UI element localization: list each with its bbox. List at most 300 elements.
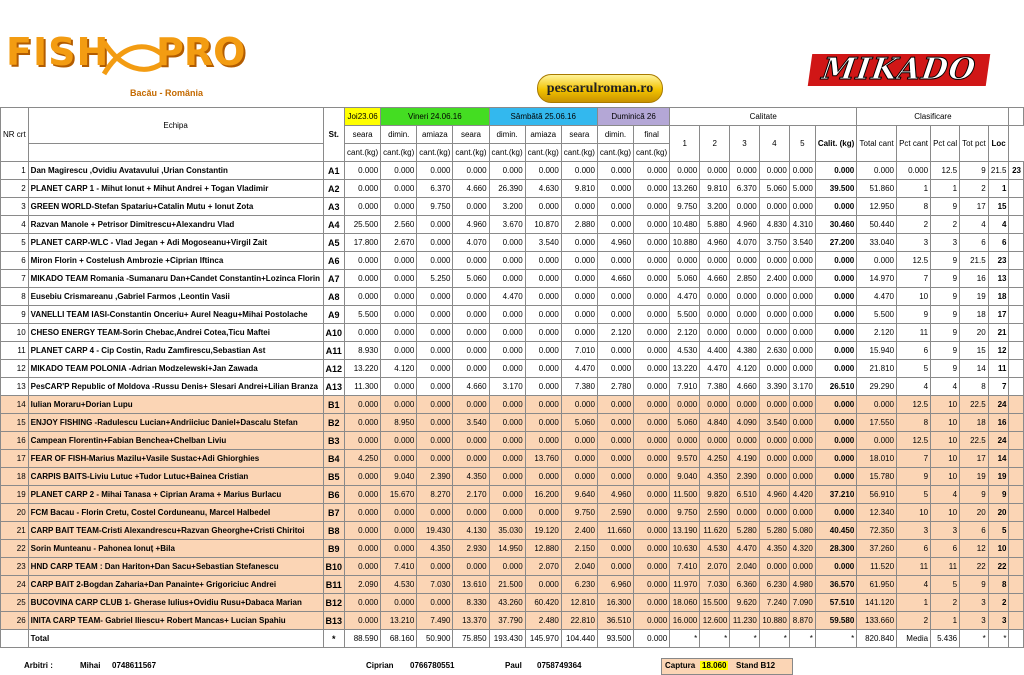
value-cell: 0.000 [634, 594, 670, 612]
value-cell: 6 [897, 342, 931, 360]
table-row [1, 234, 1024, 252]
table-row [1, 414, 1024, 432]
value-cell: 4.120 [730, 360, 760, 378]
value-cell: 0.000 [857, 252, 897, 270]
value-cell: 7.380 [700, 378, 730, 396]
team-name: ENJOY FISHING -Radulescu Lucian+Andriiciuc Daniel+Dascalu Stefan [28, 414, 323, 432]
row-nr: 6 [1, 252, 29, 270]
value-cell: 3 [897, 522, 931, 540]
team-name: INITA CARP TEAM- Gabriel Iliescu+ Robert Mancas+ Lucian Spahiu [28, 612, 323, 630]
value-cell: 0.000 [634, 180, 670, 198]
value-cell: 29.290 [857, 378, 897, 396]
value-cell: 0.000 [453, 558, 489, 576]
table-row [1, 432, 1024, 450]
table-row [1, 504, 1024, 522]
value-cell: 7.090 [789, 594, 815, 612]
value-cell [1009, 396, 1024, 414]
value-cell: 0.000 [417, 360, 453, 378]
team-name: GREEN WORLD-Stefan Spatariu+Catalin Mutu + Ionut Zota [28, 198, 323, 216]
arbitru-3-name: Paul [505, 661, 522, 670]
value-cell: 17 [960, 198, 989, 216]
value-cell: 12 [960, 540, 989, 558]
value-cell: 0.000 [417, 594, 453, 612]
value-cell: 0.000 [417, 162, 453, 180]
pescarulroman-link[interactable]: pescarulroman.ro [537, 74, 663, 103]
value-cell: 0.000 [525, 252, 561, 270]
value-cell: 0.000 [634, 504, 670, 522]
table-row [1, 486, 1024, 504]
value-cell: 2.400 [561, 522, 597, 540]
value-cell: 8.930 [345, 342, 381, 360]
value-cell: 0.000 [789, 162, 815, 180]
value-cell: 0.000 [597, 450, 633, 468]
team-name: Campean Florentin+Fabian Benchea+Chelban Liviu [28, 432, 323, 450]
value-cell: 26.390 [489, 180, 525, 198]
value-cell [1009, 468, 1024, 486]
value-cell: 4.530 [670, 342, 700, 360]
value-cell: 0.000 [759, 288, 789, 306]
value-cell: 3 [960, 612, 989, 630]
row-nr: 11 [1, 342, 29, 360]
value-cell: 0.000 [417, 450, 453, 468]
value-cell [1009, 270, 1024, 288]
stand-code: B7 [323, 504, 345, 522]
value-cell: 8 [897, 198, 931, 216]
value-cell: 0.000 [815, 342, 856, 360]
value-cell: 10 [931, 414, 960, 432]
value-cell: 5.080 [789, 522, 815, 540]
value-cell: 0.000 [345, 468, 381, 486]
stand-code: A13 [323, 378, 345, 396]
row-nr: 22 [1, 540, 29, 558]
value-cell: 0.000 [815, 288, 856, 306]
value-cell: 15.780 [857, 468, 897, 486]
value-cell: 0.000 [597, 306, 633, 324]
value-cell: 43.260 [489, 594, 525, 612]
row-nr: 4 [1, 216, 29, 234]
value-cell: 14 [960, 360, 989, 378]
logo-fish-text: FISH [6, 30, 110, 74]
team-name: CARP BAIT 2-Bogdan Zaharia+Dan Panainte+ Grigoriciuc Andrei [28, 576, 323, 594]
value-cell: 6.510 [730, 486, 760, 504]
mikado-logo [810, 48, 988, 88]
value-cell: 0.000 [417, 288, 453, 306]
value-cell: 35.030 [489, 522, 525, 540]
value-cell: 2.170 [453, 486, 489, 504]
value-cell: 15.940 [857, 342, 897, 360]
table-row [1, 396, 1024, 414]
value-cell: 19 [960, 468, 989, 486]
stand-code: A8 [323, 288, 345, 306]
value-cell: 0.000 [525, 162, 561, 180]
value-cell: 0.000 [417, 306, 453, 324]
header-empty [1009, 108, 1024, 126]
value-cell: 0.000 [453, 288, 489, 306]
row-nr: 21 [1, 522, 29, 540]
value-cell: 0.000 [561, 306, 597, 324]
value-cell: 3 [931, 522, 960, 540]
value-cell: 23 [1009, 162, 1024, 180]
value-cell: 25.500 [345, 216, 381, 234]
col-header-echipa: Echipa [28, 108, 323, 144]
value-cell: 4.960 [597, 486, 633, 504]
value-cell: 0.000 [815, 252, 856, 270]
value-cell: 0.000 [789, 270, 815, 288]
value-cell: 1 [897, 180, 931, 198]
value-cell: 0.000 [759, 198, 789, 216]
value-cell: 5.060 [759, 180, 789, 198]
value-cell: 7.910 [670, 378, 700, 396]
value-cell: 4.190 [730, 450, 760, 468]
value-cell: 0.000 [857, 162, 897, 180]
value-cell: 0.000 [345, 414, 381, 432]
value-cell: 7.410 [670, 558, 700, 576]
value-cell: 0.000 [381, 432, 417, 450]
value-cell: 12.5 [931, 162, 960, 180]
value-cell: 1 [931, 612, 960, 630]
value-cell: 20 [960, 324, 989, 342]
value-cell: 1 [931, 180, 960, 198]
value-cell: 2.070 [525, 558, 561, 576]
value-cell: 0.000 [417, 324, 453, 342]
value-cell: 12.5 [897, 396, 931, 414]
report-header [0, 0, 1024, 107]
row-nr: 14 [1, 396, 29, 414]
total-cell: 104.440 [561, 630, 597, 648]
value-cell: 21 [988, 324, 1009, 342]
value-cell: 0.000 [381, 594, 417, 612]
row-nr: 2 [1, 180, 29, 198]
value-cell: 0.000 [815, 162, 856, 180]
value-cell: 37.210 [815, 486, 856, 504]
value-cell: 0.000 [561, 432, 597, 450]
value-cell: 0.000 [525, 342, 561, 360]
row-nr: 17 [1, 450, 29, 468]
value-cell: 1 [897, 594, 931, 612]
total-cell: 193.430 [489, 630, 525, 648]
value-cell: 0.000 [345, 612, 381, 630]
stand-code: A11 [323, 342, 345, 360]
col-header-pct-cant: Pct cant [897, 126, 931, 162]
value-cell: 7.010 [561, 342, 597, 360]
value-cell: 4.090 [730, 414, 760, 432]
value-cell: 0.000 [700, 162, 730, 180]
value-cell: 5 [988, 522, 1009, 540]
value-cell: 14.950 [489, 540, 525, 558]
value-cell: 12.600 [700, 612, 730, 630]
team-name: MIKADO TEAM POLONIA -Adrian Modzelewski+Jan Zawada [28, 360, 323, 378]
value-cell: 4 [897, 576, 931, 594]
col-header-q5: 5 [789, 126, 815, 162]
value-cell: 0.000 [345, 522, 381, 540]
value-cell [1009, 486, 1024, 504]
value-cell: 16.300 [597, 594, 633, 612]
value-cell: 0.000 [381, 198, 417, 216]
value-cell: 0.000 [730, 504, 760, 522]
captura-label: Captura [665, 661, 696, 670]
value-cell [1009, 288, 1024, 306]
value-cell: 0.000 [789, 198, 815, 216]
session-header-final: final [634, 126, 670, 144]
value-cell: 4 [931, 378, 960, 396]
value-cell: 10 [931, 504, 960, 522]
value-cell [1009, 504, 1024, 522]
unit-header-cant: cant.(kg) [525, 144, 561, 162]
value-cell: 4 [960, 216, 989, 234]
value-cell: 4.130 [453, 522, 489, 540]
value-cell: 0.000 [634, 162, 670, 180]
value-cell: 10 [931, 468, 960, 486]
value-cell: 18.010 [857, 450, 897, 468]
value-cell: 0.000 [525, 270, 561, 288]
team-name: Razvan Manole + Petrisor Dimitrescu+Alexandru Vlad [28, 216, 323, 234]
value-cell: 6 [897, 540, 931, 558]
session-header-amiaza: amiaza [525, 126, 561, 144]
value-cell: 18.060 [670, 594, 700, 612]
value-cell: 0.000 [489, 162, 525, 180]
value-cell [1009, 522, 1024, 540]
value-cell: 4.960 [700, 234, 730, 252]
value-cell: 6.230 [759, 576, 789, 594]
unit-header-cant: cant.(kg) [597, 144, 633, 162]
value-cell: 1 [988, 180, 1009, 198]
value-cell: 0.000 [453, 504, 489, 522]
value-cell: 5.500 [670, 306, 700, 324]
value-cell: 7.410 [381, 558, 417, 576]
team-name: Sorin Munteanu - Pahonea Ionuț +Bila [28, 540, 323, 558]
value-cell: 26.510 [815, 378, 856, 396]
value-cell: 5.000 [789, 180, 815, 198]
value-cell: 4.470 [730, 540, 760, 558]
value-cell: 0.000 [815, 270, 856, 288]
value-cell: 4.960 [597, 234, 633, 252]
value-cell: 21.810 [857, 360, 897, 378]
value-cell: 4.660 [597, 270, 633, 288]
total-cell: * [815, 630, 856, 648]
value-cell: 0.000 [634, 216, 670, 234]
team-name: CARP BAIT TEAM-Cristi Alexandrescu+Razvan Gheorghe+Cristi Chiritoi [28, 522, 323, 540]
value-cell: 0.000 [597, 198, 633, 216]
unit-header-cant: cant.(kg) [345, 144, 381, 162]
value-cell: 8.270 [417, 486, 453, 504]
value-cell: 0.000 [730, 306, 760, 324]
total-cell: * [730, 630, 760, 648]
value-cell: 9 [931, 270, 960, 288]
value-cell: 24 [988, 432, 1009, 450]
value-cell [1009, 378, 1024, 396]
value-cell: 11 [931, 558, 960, 576]
stand-code: A10 [323, 324, 345, 342]
value-cell: 21.5 [988, 162, 1009, 180]
value-cell: 4.530 [700, 540, 730, 558]
value-cell [1009, 594, 1024, 612]
value-cell: 19 [988, 468, 1009, 486]
value-cell: 11.970 [670, 576, 700, 594]
value-cell: 0.000 [381, 162, 417, 180]
stand-code: B4 [323, 450, 345, 468]
value-cell: 0.000 [561, 234, 597, 252]
value-cell: 0.000 [700, 324, 730, 342]
value-cell: 0.000 [759, 396, 789, 414]
stand-code: A12 [323, 360, 345, 378]
value-cell: 0.000 [700, 288, 730, 306]
value-cell: 20 [988, 504, 1009, 522]
value-cell: 11.500 [670, 486, 700, 504]
value-cell: 0.000 [525, 360, 561, 378]
value-cell: 0.000 [670, 396, 700, 414]
value-cell: 4.630 [525, 180, 561, 198]
value-cell: 0.000 [815, 360, 856, 378]
total-cell: 75.850 [453, 630, 489, 648]
value-cell: 10 [988, 540, 1009, 558]
value-cell: 7.030 [417, 576, 453, 594]
value-cell: 0.000 [634, 342, 670, 360]
value-cell: 0.000 [381, 324, 417, 342]
unit-header-cant: cant.(kg) [634, 144, 670, 162]
value-cell: 37.790 [489, 612, 525, 630]
row-nr: 20 [1, 504, 29, 522]
value-cell: 0.000 [597, 252, 633, 270]
col-header-q3: 3 [730, 126, 760, 162]
value-cell: 0.000 [634, 450, 670, 468]
value-cell: 0.000 [489, 450, 525, 468]
session-header-dimin: dimin. [597, 126, 633, 144]
stand-code: B3 [323, 432, 345, 450]
value-cell: 22.5 [960, 396, 989, 414]
value-cell: 0.000 [815, 432, 856, 450]
value-cell: 0.000 [489, 252, 525, 270]
value-cell: 11 [897, 324, 931, 342]
value-cell: 9.750 [670, 198, 700, 216]
total-cell: * [700, 630, 730, 648]
value-cell: 2.560 [381, 216, 417, 234]
value-cell: 5.500 [857, 306, 897, 324]
value-cell: 0.000 [561, 288, 597, 306]
value-cell: 3 [960, 594, 989, 612]
team-name: MIKADO TEAM Romania -Sumanaru Dan+Candet Constantin+Lozinca Florin [28, 270, 323, 288]
session-header-dimin: dimin. [489, 126, 525, 144]
value-cell: 4 [988, 216, 1009, 234]
team-name: PLANET CARP-WLC - Vlad Jegan + Adi Mogoseanu+Virgil Zait [28, 234, 323, 252]
value-cell: 4.350 [453, 468, 489, 486]
value-cell: 8 [988, 576, 1009, 594]
value-cell: 0.000 [730, 432, 760, 450]
value-cell: 4.960 [730, 216, 760, 234]
value-cell: 13 [988, 270, 1009, 288]
value-cell: 0.000 [634, 396, 670, 414]
value-cell: 4.660 [453, 378, 489, 396]
col-header-total: Total cant [857, 126, 897, 162]
header-row-days [1, 108, 1024, 126]
value-cell: 7.380 [561, 378, 597, 396]
day-header-sambata: Sâmbătă 25.06.16 [489, 108, 597, 126]
value-cell: 3.540 [789, 234, 815, 252]
header-empty [28, 144, 323, 162]
value-cell: 0.000 [345, 540, 381, 558]
arbitru-2-phone: 0766780551 [410, 661, 455, 670]
value-cell: 5.280 [730, 522, 760, 540]
value-cell: 5.250 [417, 270, 453, 288]
value-cell: 9 [931, 342, 960, 360]
value-cell: 2.670 [381, 234, 417, 252]
value-cell: 18 [960, 306, 989, 324]
value-cell: 14.970 [857, 270, 897, 288]
value-cell: 0.000 [789, 252, 815, 270]
value-cell: 4.250 [345, 450, 381, 468]
team-name: PLANET CARP 1 - Mihut Ionut + Mihut Andrei + Togan Vladimir [28, 180, 323, 198]
table-row [1, 576, 1024, 594]
value-cell: 0.000 [561, 198, 597, 216]
value-cell: 72.350 [857, 522, 897, 540]
value-cell: 3.670 [489, 216, 525, 234]
col-header-clasificare: Clasificare [857, 108, 1009, 126]
value-cell [1009, 198, 1024, 216]
table-row [1, 360, 1024, 378]
session-header-amiaza: amiaza [417, 126, 453, 144]
value-cell: 0.000 [700, 252, 730, 270]
value-cell: 6 [988, 234, 1009, 252]
value-cell: 11 [988, 360, 1009, 378]
team-name: BUCOVINA CARP CLUB 1- Gherase Iulius+Ovidiu Rusu+Dabaca Marian [28, 594, 323, 612]
unit-header-cant: cant.(kg) [417, 144, 453, 162]
value-cell: 10.880 [670, 234, 700, 252]
stand-code: B8 [323, 522, 345, 540]
value-cell: 11.620 [700, 522, 730, 540]
value-cell: 0.000 [489, 468, 525, 486]
value-cell: 3.390 [759, 378, 789, 396]
value-cell: 9.820 [700, 486, 730, 504]
value-cell: 0.000 [634, 414, 670, 432]
value-cell: 22 [960, 558, 989, 576]
stand-code: B1 [323, 396, 345, 414]
value-cell: 9 [960, 162, 989, 180]
value-cell: 2 [897, 612, 931, 630]
footer-bar [0, 658, 1024, 674]
stand-code: A2 [323, 180, 345, 198]
value-cell: 0.000 [789, 432, 815, 450]
value-cell: 10 [931, 396, 960, 414]
value-cell: 0.000 [345, 180, 381, 198]
value-cell: 0.000 [634, 468, 670, 486]
row-nr: 25 [1, 594, 29, 612]
value-cell: 15.670 [381, 486, 417, 504]
value-cell: 0.000 [381, 540, 417, 558]
value-cell: 16 [988, 414, 1009, 432]
value-cell: 4.470 [857, 288, 897, 306]
stand-code: B5 [323, 468, 345, 486]
value-cell: 0.000 [634, 198, 670, 216]
value-cell: 0.000 [597, 162, 633, 180]
value-cell: 13.260 [670, 180, 700, 198]
value-cell: 13.610 [453, 576, 489, 594]
total-cell: * [759, 630, 789, 648]
row-nr [1, 630, 29, 648]
value-cell: 13.220 [345, 360, 381, 378]
value-cell: 0.000 [381, 522, 417, 540]
value-cell [1009, 612, 1024, 630]
value-cell [1009, 252, 1024, 270]
value-cell: 9 [931, 306, 960, 324]
value-cell: 13.220 [670, 360, 700, 378]
value-cell: 0.000 [730, 252, 760, 270]
value-cell [1009, 180, 1024, 198]
value-cell: 6.230 [561, 576, 597, 594]
value-cell: 12.950 [857, 198, 897, 216]
value-cell: 0.000 [345, 594, 381, 612]
value-cell: 0.000 [417, 414, 453, 432]
stand-code: B13 [323, 612, 345, 630]
total-cell: 0.000 [634, 630, 670, 648]
